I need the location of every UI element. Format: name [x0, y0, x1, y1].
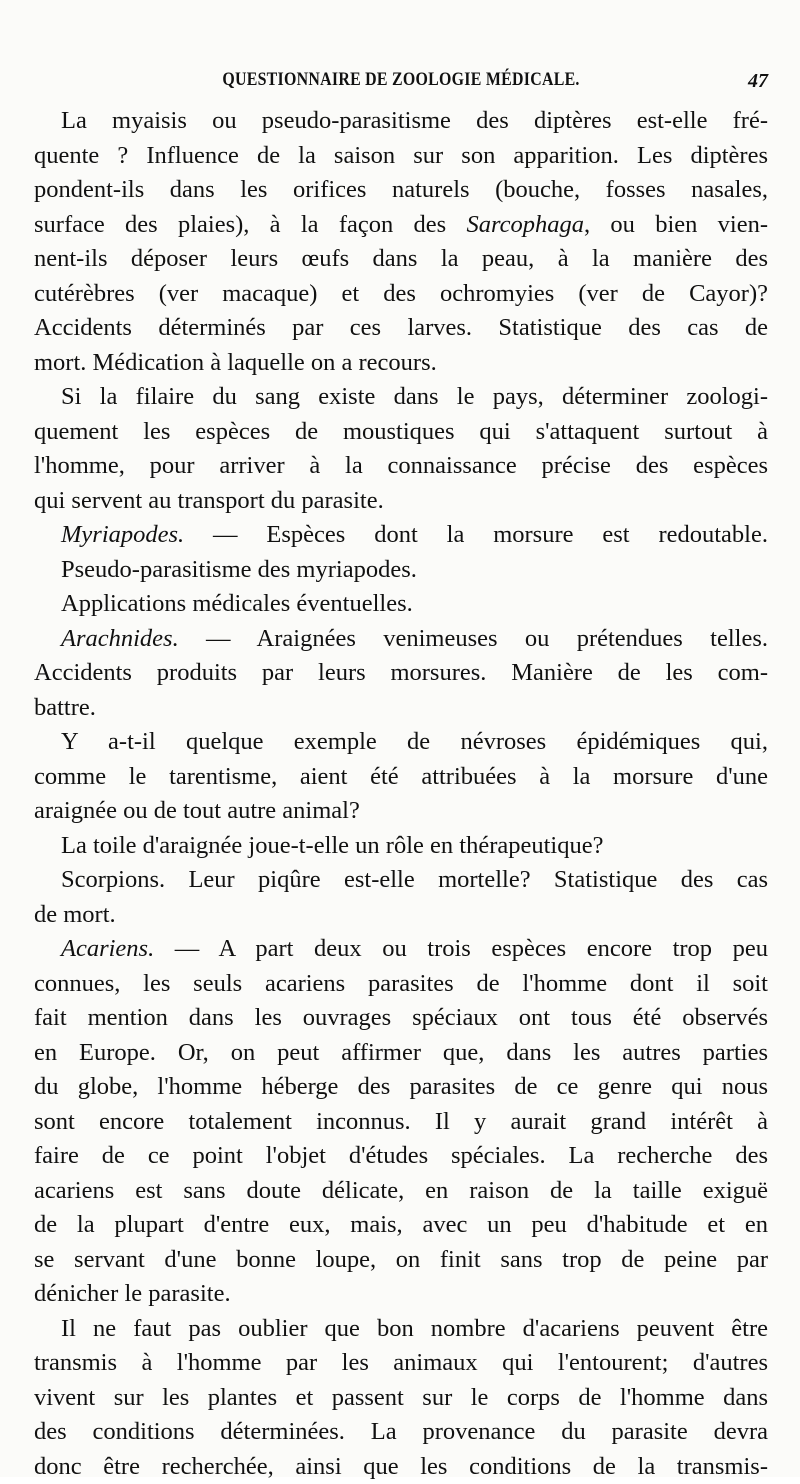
section-heading: Arachnides. [61, 625, 179, 652]
text-line: Myriapodes. — Espèces dont la morsure est redoutable. [34, 518, 768, 553]
text-line: acariens est sans doute délicate, en raison de la taille exiguë [34, 1174, 768, 1209]
text-line: comme le tarentisme, aient été attribuées à la morsure d'une [34, 760, 768, 795]
text-line: araignée ou de tout autre animal? [34, 794, 768, 829]
text-line: Applications médicales éventuelles. [34, 587, 768, 622]
text-line: Pseudo-parasitisme des myriapodes. [34, 553, 768, 588]
text-line: donc être recherchée, ainsi que les conditions de la transmis- [34, 1450, 768, 1484]
text-line: connues, les seuls acariens parasites de l'homme dont il soit [34, 967, 768, 1002]
text-line: mort. Médication à laquelle on a recours. [34, 346, 768, 381]
text-line: de mort. [34, 898, 768, 933]
text-line: l'homme, pour arriver à la connaissance précise des espèces [34, 449, 768, 484]
text-line: en Europe. Or, on peut affirmer que, dans les autres parties [34, 1036, 768, 1071]
text-line: fait mention dans les ouvrages spéciaux ont tous été observés [34, 1001, 768, 1036]
running-title: QUESTIONNAIRE DE ZOOLOGIE MÉDICALE. [85, 70, 716, 91]
text-line: pondent-ils dans les orifices naturels (bouche, fosses nasales, [34, 173, 768, 208]
text-line: quement les espèces de moustiques qui s'attaquent surtout à [34, 415, 768, 450]
text-line: La myaisis ou pseudo-parasitisme des diptères est-elle fré- [34, 104, 768, 139]
text-line: surface des plaies), à la façon des Sarcophaga, ou bien vien- [34, 208, 768, 243]
text-line: sont encore totalement inconnus. Il y aurait grand intérêt à [34, 1105, 768, 1140]
section-heading: Acariens. [61, 935, 154, 962]
text-line: qui servent au transport du parasite. [34, 484, 768, 519]
text-line: Accidents déterminés par ces larves. Statistique des cas de [34, 311, 768, 346]
text-line: des conditions déterminées. La provenance du parasite devra [34, 1415, 768, 1450]
text-line: Arachnides. — Araignées venimeuses ou prétendues telles. [34, 622, 768, 657]
text-line: battre. [34, 691, 768, 726]
text-line: cutérèbres (ver macaque) et des ochromyies (ver de Cayor)? [34, 277, 768, 312]
text-line: se servant d'une bonne loupe, on finit sans trop de peine par [34, 1243, 768, 1278]
text-line: de la plupart d'entre eux, mais, avec un peu d'habitude et en [34, 1208, 768, 1243]
page-number: 47 [748, 70, 768, 93]
text-line: nent-ils déposer leurs œufs dans la peau, à la manière des [34, 242, 768, 277]
text-line: Acariens. — A part deux ou trois espèces encore trop peu [34, 932, 768, 967]
text-line: vivent sur les plantes et passent sur le corps de l'homme dans [34, 1381, 768, 1416]
body-text [34, 104, 768, 1484]
text-line: Il ne faut pas oublier que bon nombre d'acariens peuvent être [34, 1312, 768, 1347]
text-line: Si la filaire du sang existe dans le pays, déterminer zoologi- [34, 380, 768, 415]
text-line: du globe, l'homme héberge des parasites de ce genre qui nous [34, 1070, 768, 1105]
text-line: La toile d'araignée joue-t-elle un rôle en thérapeutique? [34, 829, 768, 864]
running-head [34, 64, 768, 94]
text-line: quente ? Influence de la saison sur son apparition. Les diptères [34, 139, 768, 174]
text-line: Scorpions. Leur piqûre est-elle mortelle? Statistique des cas [34, 863, 768, 898]
genus-name: Sarcophaga [466, 211, 584, 238]
text-line: faire de ce point l'objet d'études spéciales. La recherche des [34, 1139, 768, 1174]
section-heading: Myriapodes. [61, 521, 184, 548]
text-line: Accidents produits par leurs morsures. Manière de les com- [34, 656, 768, 691]
text-line: dénicher le parasite. [34, 1277, 768, 1312]
text-line: Y a-t-il quelque exemple de névroses épidémiques qui, [34, 725, 768, 760]
text-line: transmis à l'homme par les animaux qui l'entourent; d'autres [34, 1346, 768, 1381]
